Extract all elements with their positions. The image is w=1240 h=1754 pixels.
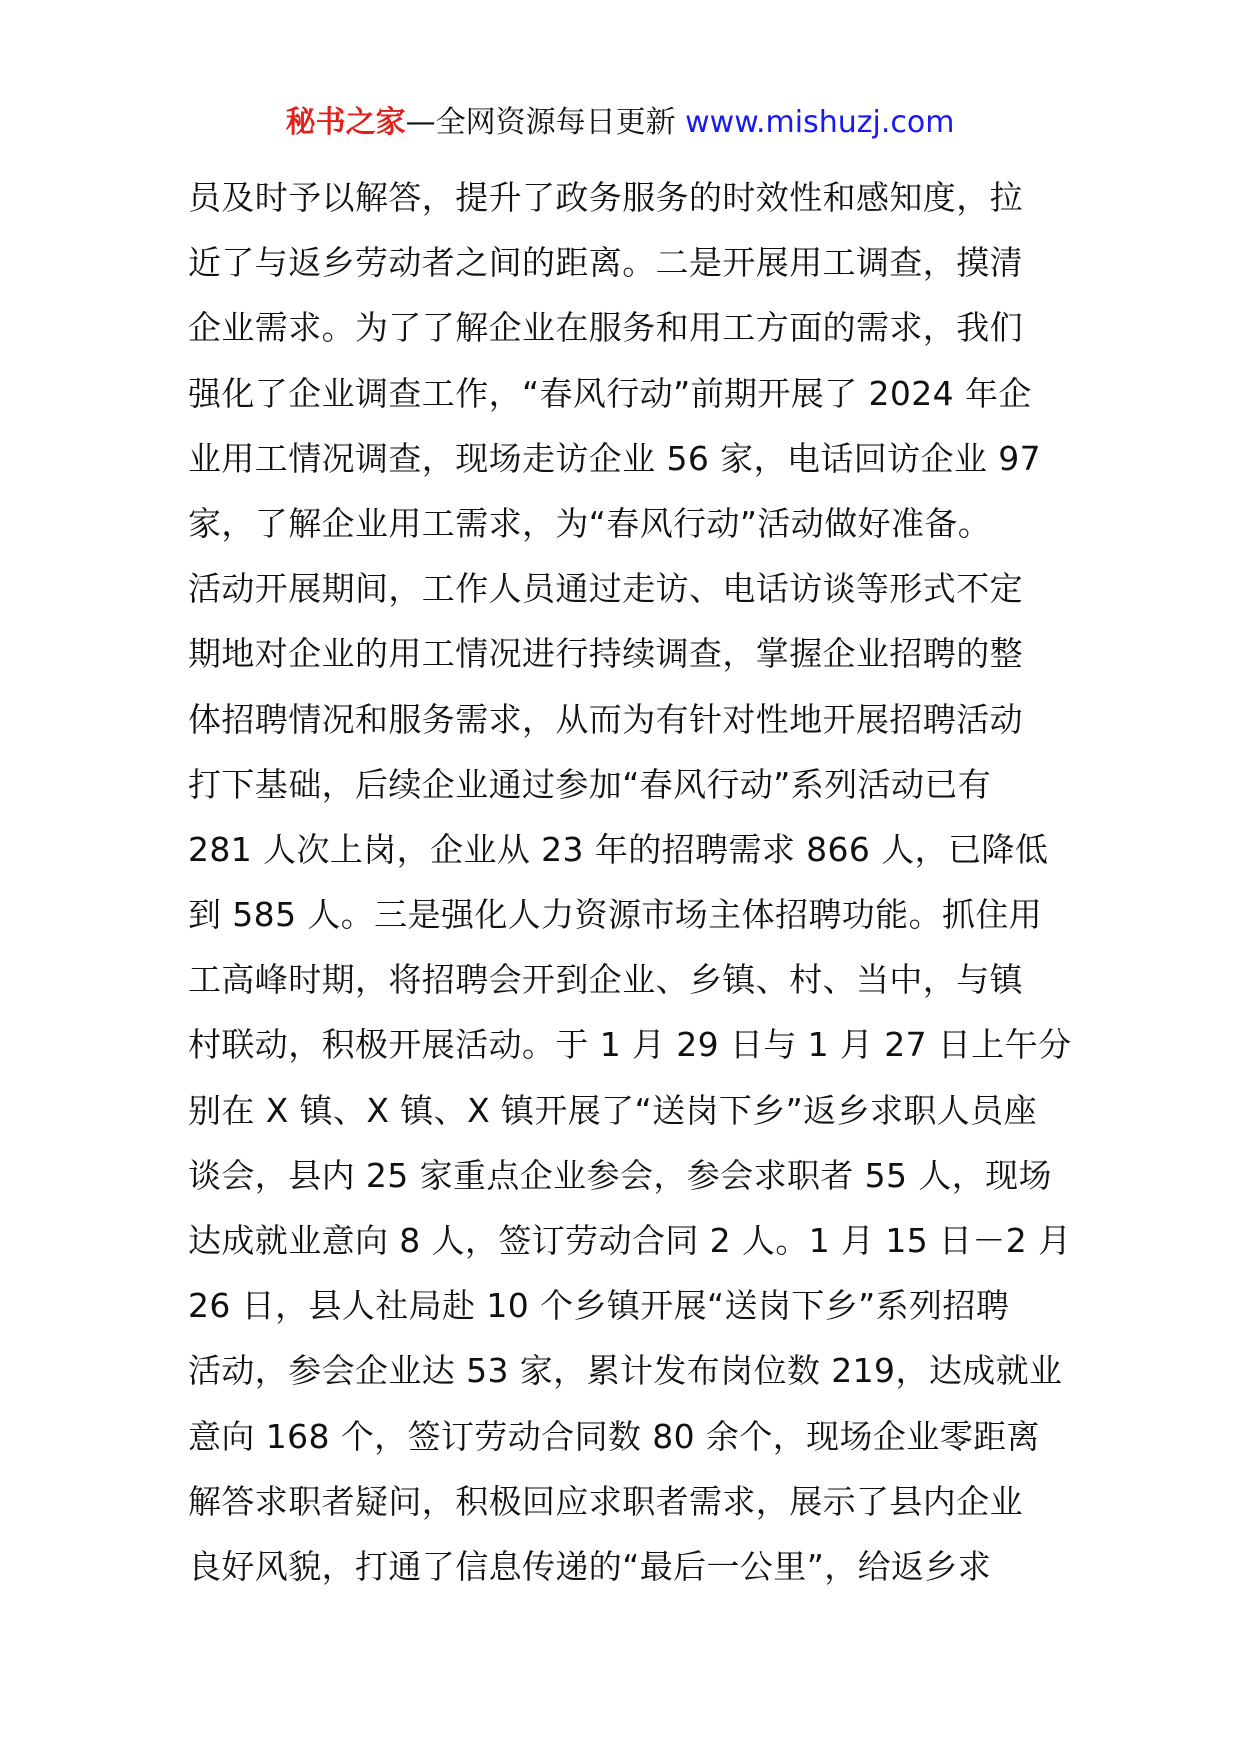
text-line: 业用工情况调查，现场走访企业 56 家，电话回访企业 97 (188, 438, 1042, 478)
text-line: 活动，参会企业达 53 家，累计发布岗位数 219，达成就业 (188, 1351, 1063, 1391)
text-line: 家，了解企业用工需求，为“春风行动”活动做好准备。 (188, 503, 992, 543)
site-tagline: —全网资源每日更新 (405, 105, 686, 140)
brand-name: 秘书之家 (285, 105, 406, 140)
text-line: 意向 168 个，签订劳动合同数 80 余个，现场企业零距离 (188, 1416, 1040, 1456)
text-line: 达成就业意向 8 人，签订劳动合同 2 人。1 月 15 日－2 月 (188, 1221, 1072, 1260)
text-line: 良好风貌，打通了信息传递的“最后一公里”，给返乡求 (188, 1546, 992, 1586)
text-line: 打下基础，后续企业通过参加“春风行动”系列活动已有 (188, 764, 992, 804)
text-line: 近了与返乡劳动者之间的距离。二是开展用工调查，摸清 (188, 243, 1023, 283)
text-line: 体招聘情况和服务需求，从而为有针对性地开展招聘活动 (188, 699, 1023, 739)
text-line: 281 人次上岗，企业从 23 年的招聘需求 866 人，已降低 (188, 829, 1049, 869)
text-line: 别在 X 镇、X 镇、X 镇开展了“送岗下乡”返乡求职人员座 (188, 1090, 1037, 1130)
body-text (188, 165, 1072, 1599)
text-line: 到 585 人。三是强化人力资源市场主体招聘功能。抓住用 (188, 895, 1043, 935)
site-header (0, 103, 1240, 143)
text-line: 26 日，县人社局赴 10 个乡镇开展“送岗下乡”系列招聘 (188, 1286, 1010, 1326)
text-line: 期地对企业的用工情况进行持续调查，掌握企业招聘的整 (188, 634, 1023, 674)
text-line: 员及时予以解答，提升了政务服务的时效性和感知度，拉 (188, 178, 1023, 217)
text-line: 活动开展期间，工作人员通过走访、电话访谈等形式不定 (188, 569, 1023, 609)
text-line: 企业需求。为了了解企业在服务和用工方面的需求，我们 (188, 308, 1023, 348)
text-line: 工高峰时期，将招聘会开到企业、乡镇、村、当中，与镇 (188, 960, 1023, 1000)
text-line: 解答求职者疑问，积极回应求职者需求，展示了县内企业 (188, 1481, 1023, 1521)
text-line: 村联动，积极开展活动。于 1 月 29 日与 1 月 27 日上午分 (188, 1025, 1072, 1065)
text-line: 强化了企业调查工作，“春风行动”前期开展了 2024 年企 (188, 373, 1032, 413)
site-url[interactable]: www.mishuzj.com (685, 105, 955, 140)
text-line: 谈会，县内 25 家重点企业参会，参会求职者 55 人，现场 (188, 1155, 1052, 1195)
